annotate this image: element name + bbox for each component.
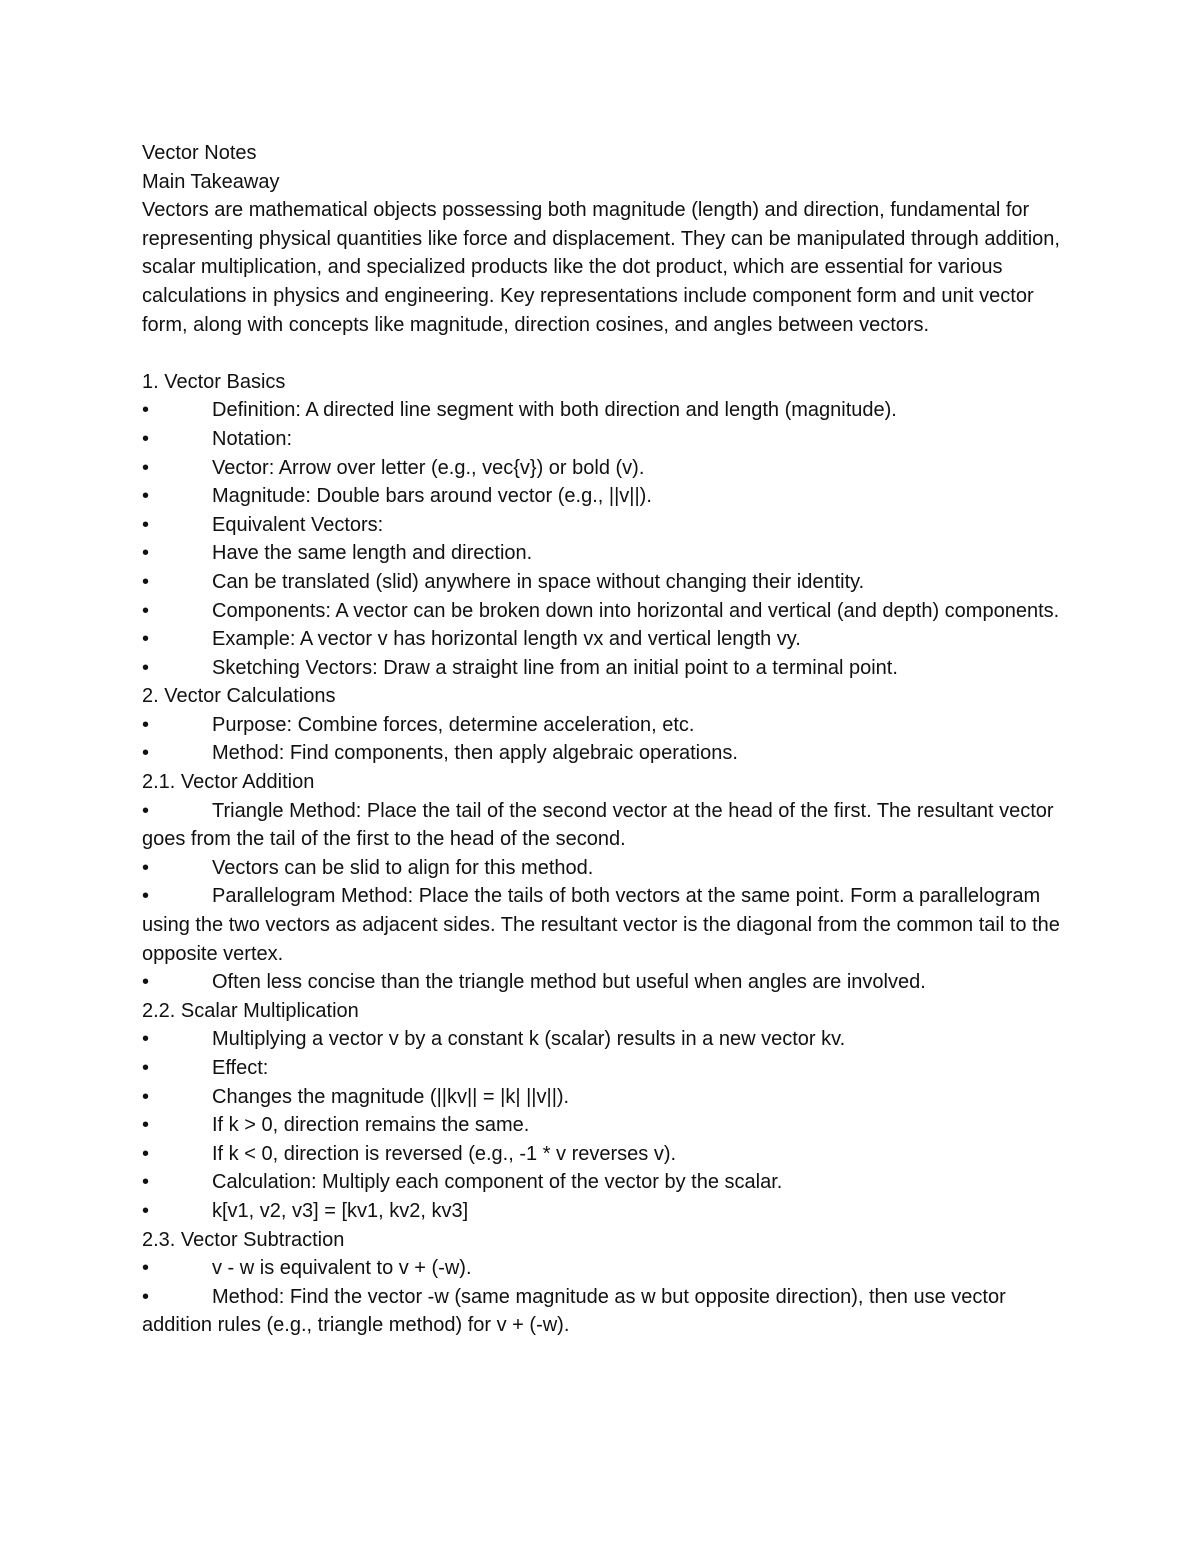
bullet-item (142, 454, 1062, 483)
bullet-text: k[v1, v2, v3] = [kv1, kv2, kv3] (212, 1199, 469, 1222)
bullet-marker: • (142, 1199, 150, 1222)
bullet-marker: • (142, 1085, 150, 1108)
bullet-text: Example: A vector v has horizontal length vx and vertical length vy. (212, 628, 801, 651)
bullet-marker: • (142, 427, 150, 450)
bullet-marker: • (142, 513, 150, 536)
bullet-item (142, 396, 1062, 425)
sections-container (142, 368, 1062, 1340)
bullet-text: Notation: (212, 427, 293, 450)
bullet-item (142, 511, 1062, 540)
bullet-item (142, 1140, 1062, 1169)
bullet-text: Purpose: Combine forces, determine acceleration, etc. (212, 713, 695, 736)
bullet-marker: • (142, 713, 150, 736)
bullet-item (142, 1111, 1062, 1140)
bullet-marker: • (142, 656, 150, 679)
bullet-item (142, 539, 1062, 568)
bullet-text: Can be translated (slid) anywhere in space without changing their identity. (212, 570, 865, 593)
bullet-item (142, 654, 1062, 683)
bullet-marker: • (142, 1057, 150, 1079)
bullet-marker: • (142, 885, 150, 908)
bullet-text: Have the same length and direction. (212, 542, 533, 565)
bullet-item (142, 1197, 1062, 1226)
bullet-marker: • (142, 599, 150, 622)
bullet-text: Parallelogram Method: Place the tails of both vectors at the same point. Form a parallelogram using the two vectors as adjacent sides. The resultant vector is the diagonal from the common tail to the opposite vertex. (142, 885, 1060, 965)
takeaway-paragraph: Vectors are mathematical objects possessing both magnitude (length) and direction, fundamental for representing physical quantities like force and displacement. They can be manipulated through addition, scalar multiplication, and specialized products like the dot product, which are essential for various calculations in physics and engineering. Key representations include component form and unit vector form, along with concepts like magnitude, direction cosines, and angles between vectors. (142, 199, 1060, 336)
section-heading: 2.1. Vector Addition (142, 771, 315, 794)
bullet-text: Method: Find the vector -w (same magnitude as w but opposite direction), then use vector addition rules (e.g., triangle method) for v + (-w). (142, 1285, 1006, 1337)
document-body (142, 139, 1062, 1340)
bullet-marker: • (142, 1257, 150, 1280)
bullet-text: Equivalent Vectors: (212, 513, 384, 536)
bullet-item (142, 1254, 1062, 1283)
bullet-item (142, 1168, 1062, 1197)
bullet-text: Changes the magnitude (||kv|| = |k| ||v||). (212, 1085, 570, 1108)
takeaway-heading: Main Takeaway (142, 170, 280, 193)
bullet-marker: • (142, 1285, 150, 1308)
bullet-item (142, 1025, 1062, 1054)
bullet-text: Multiplying a vector v by a constant k (scalar) results in a new vector kv. (212, 1028, 846, 1051)
bullet-marker: • (142, 399, 150, 422)
bullet-text: Effect: (212, 1057, 269, 1079)
bullet-item (142, 568, 1062, 597)
bullet-text: Calculation: Multiply each component of the vector by the scalar. (212, 1171, 783, 1194)
bullet-text: Method: Find components, then apply algebraic operations. (212, 742, 738, 765)
bullet-text: If k < 0, direction is reversed (e.g., -1 * v reverses v). (212, 1142, 677, 1165)
bullet-item (142, 425, 1062, 454)
bullet-item (142, 1083, 1062, 1112)
bullet-item (142, 482, 1062, 511)
bullet-text: v - w is equivalent to v + (-w). (212, 1257, 472, 1280)
bullet-item (142, 739, 1062, 768)
bullet-text: Sketching Vectors: Draw a straight line from an initial point to a terminal point. (212, 656, 898, 679)
bullet-item (142, 711, 1062, 740)
bullet-text: Definition: A directed line segment with both direction and length (magnitude). (212, 399, 897, 422)
bullet-text: Often less concise than the triangle method but useful when angles are involved. (212, 971, 926, 994)
bullet-marker: • (142, 1142, 150, 1165)
bullet-marker: • (142, 628, 150, 651)
bullet-marker: • (142, 856, 150, 879)
bullet-marker: • (142, 971, 150, 994)
bullet-item (142, 597, 1062, 626)
bullet-item (142, 797, 1062, 854)
bullet-item (142, 882, 1062, 968)
blank-line (142, 339, 1062, 368)
bullet-item (142, 1283, 1062, 1340)
bullet-marker: • (142, 742, 150, 765)
bullet-item (142, 1054, 1062, 1083)
bullet-text: Vectors can be slid to align for this method. (212, 856, 594, 879)
bullet-marker: • (142, 542, 150, 565)
bullet-marker: • (142, 1028, 150, 1051)
bullet-item (142, 854, 1062, 883)
bullet-text: If k > 0, direction remains the same. (212, 1114, 530, 1137)
section-heading: 2. Vector Calculations (142, 685, 336, 708)
bullet-marker: • (142, 570, 150, 593)
bullet-marker: • (142, 456, 150, 479)
document-title: Vector Notes (142, 142, 257, 164)
bullet-marker: • (142, 1171, 150, 1194)
bullet-text: Magnitude: Double bars around vector (e.g., ||v||). (212, 485, 652, 508)
bullet-marker: • (142, 1114, 150, 1137)
bullet-marker: • (142, 485, 150, 508)
section-heading: 2.2. Scalar Multiplication (142, 999, 359, 1022)
bullet-text: Components: A vector can be broken down into horizontal and vertical (and depth) components. (212, 599, 1060, 622)
bullet-text: Vector: Arrow over letter (e.g., vec{v}) or bold (v). (212, 456, 645, 479)
section-heading: 2.3. Vector Subtraction (142, 1228, 345, 1251)
bullet-item (142, 968, 1062, 997)
bullet-text: Triangle Method: Place the tail of the second vector at the head of the first. The resultant vector goes from the tail of the first to the head of the second. (142, 799, 1054, 851)
section-heading: 1. Vector Basics (142, 370, 286, 393)
bullet-marker: • (142, 799, 150, 822)
bullet-item (142, 625, 1062, 654)
